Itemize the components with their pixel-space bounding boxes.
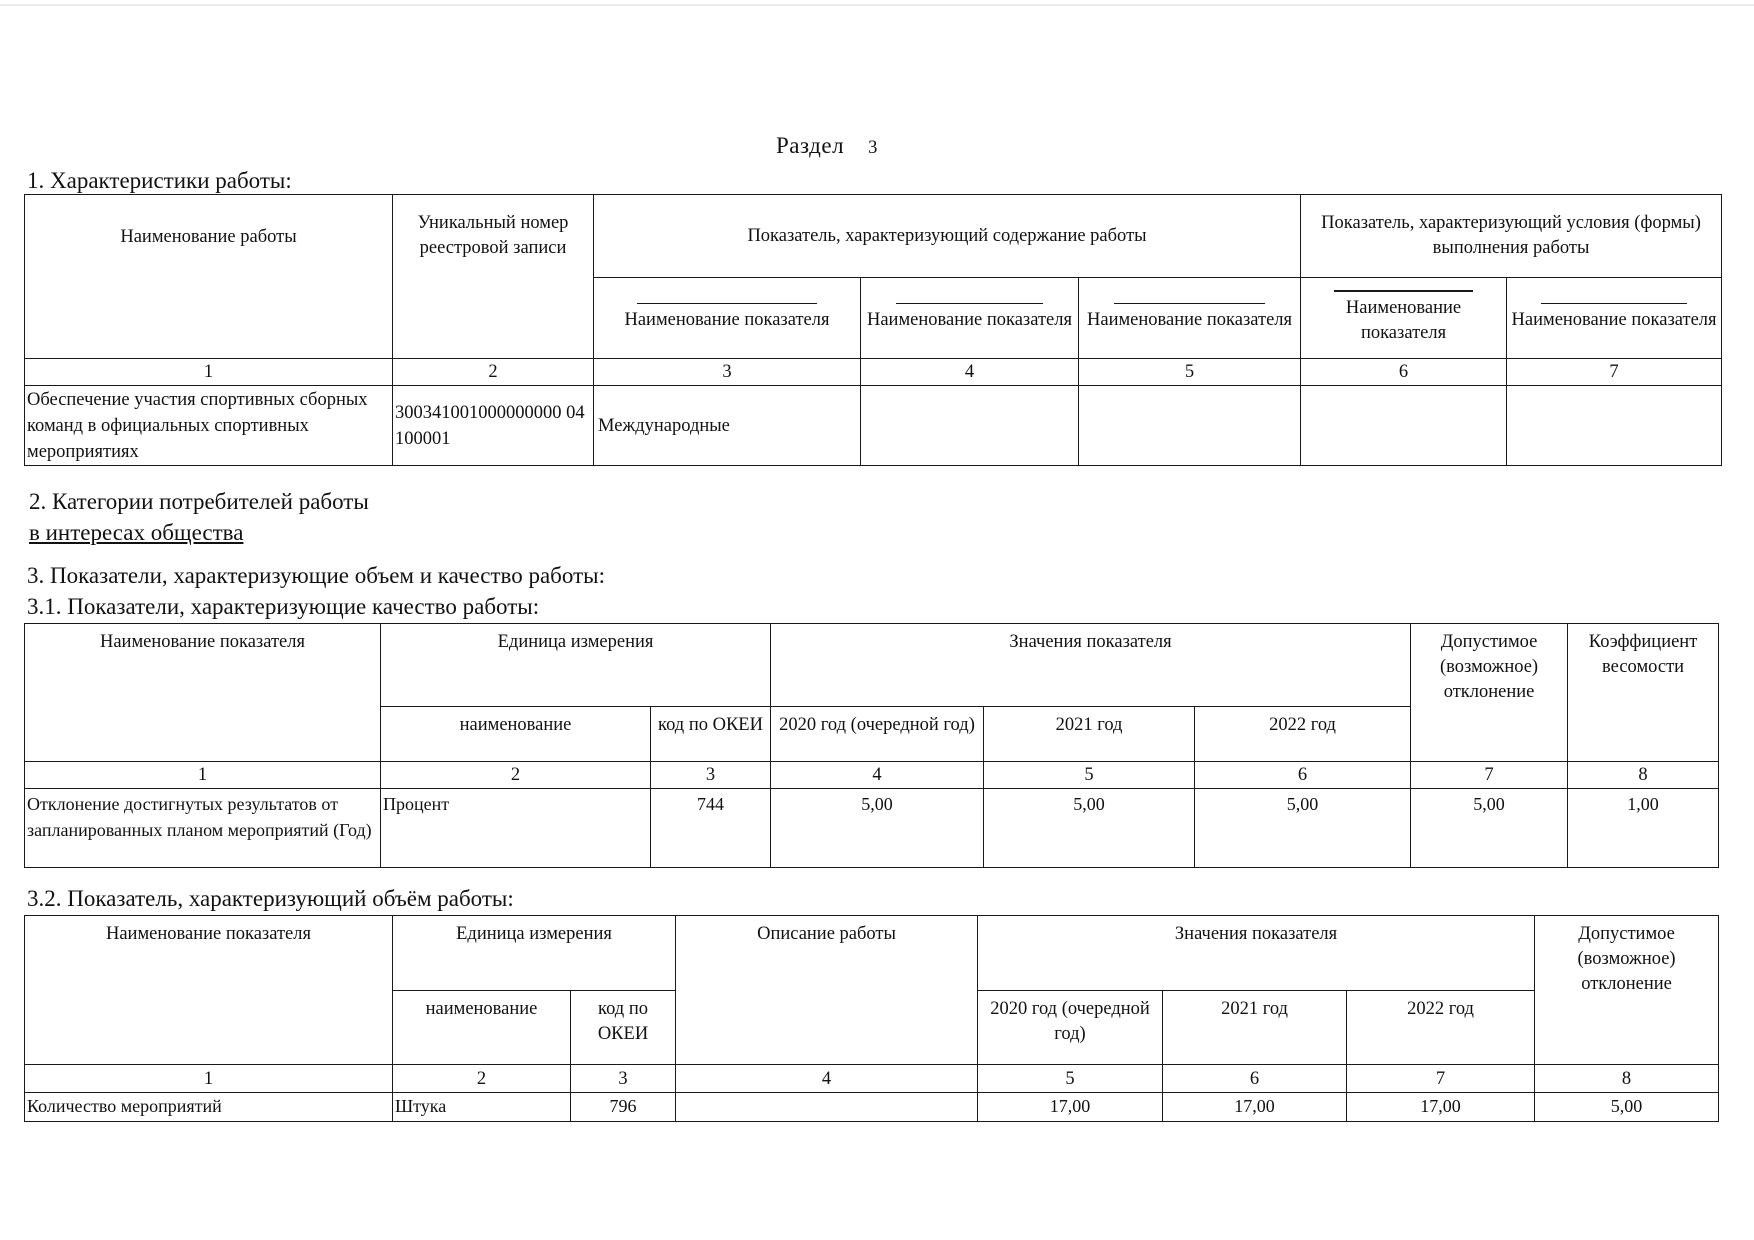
- column-number: 7: [1347, 1065, 1535, 1093]
- column-number: 5: [1079, 359, 1301, 386]
- indicator-blank-line: [1541, 303, 1687, 304]
- column-number: 6: [1195, 762, 1411, 789]
- header-year-2020: 2020 год (очередной год): [978, 991, 1163, 1065]
- column-number: 5: [984, 762, 1195, 789]
- header-year-2020: 2020 год (очередной год): [771, 707, 984, 762]
- column-number: 2: [381, 762, 651, 789]
- value-2020-cell: 17,00: [978, 1093, 1163, 1122]
- okei-code-cell: 796: [571, 1093, 676, 1122]
- column-number: 1: [25, 1065, 393, 1093]
- indicator-blank-line: [1114, 303, 1264, 304]
- column-number: 2: [393, 1065, 571, 1093]
- value-2021-cell: 5,00: [984, 789, 1195, 868]
- section-number: 3: [868, 137, 878, 158]
- volume-indicator-table: [24, 915, 1719, 1122]
- column-number: 6: [1301, 359, 1507, 386]
- work-description-cell: [676, 1093, 978, 1122]
- indicator-name-label: Наименование показателя: [1511, 310, 1717, 331]
- column-number: 7: [1507, 359, 1722, 386]
- table-row: [25, 1093, 1719, 1122]
- column-number: 6: [1163, 1065, 1347, 1093]
- header-unit-name: наименование: [393, 991, 571, 1065]
- indicator-name-label: Наименование показателя: [1087, 310, 1293, 331]
- value-2022-cell: 5,00: [1195, 789, 1411, 868]
- header-work-description: Описание работы: [676, 916, 978, 1065]
- value-2021-cell: 17,00: [1163, 1093, 1347, 1122]
- content-indicator-cell: [1079, 386, 1301, 466]
- indicator-name-label: Наименование показателя: [866, 310, 1073, 331]
- header-indicator-name-4: [861, 278, 1079, 359]
- okei-code-cell: 744: [651, 789, 771, 868]
- header-registry-number: Уникальный номер реестровой записи: [393, 195, 594, 359]
- consumer-categories-value: в интересах общества: [29, 520, 244, 545]
- header-conditions-indicator: Показатель, характеризующий условия (формы) выполнения работы: [1301, 195, 1722, 278]
- header-unit-name: наименование: [381, 707, 651, 762]
- indicator-name-cell: Отклонение достигнутых результатов от запланированных планом мероприятий (Год): [25, 789, 381, 868]
- indicator-blank-line: [896, 303, 1044, 304]
- column-number: 5: [978, 1065, 1163, 1093]
- indicator-name-label: Наименование показателя: [624, 310, 830, 331]
- deviation-cell: 5,00: [1411, 789, 1568, 868]
- header-indicator-name-7: [1507, 278, 1722, 359]
- column-number: 8: [1535, 1065, 1719, 1093]
- header-unit: Единица измерения: [393, 916, 676, 991]
- header-indicator-name: Наименование показателя: [25, 624, 381, 762]
- indicator-blank-line: [637, 303, 818, 304]
- unit-name-cell: Штука: [393, 1093, 571, 1122]
- header-year-2022: 2022 год: [1347, 991, 1535, 1065]
- volume-indicator-title: 3.2. Показатель, характеризующий объём работы:: [27, 886, 514, 911]
- indicator-name-label: Наименование показателя: [1345, 297, 1462, 343]
- column-number-row: [25, 359, 1722, 386]
- column-number-row: [25, 762, 1719, 789]
- work-name-cell: Обеспечение участия спортивных сборных команд в официальных спортивных мероприятиях: [25, 386, 393, 466]
- weight-cell: 1,00: [1568, 789, 1719, 868]
- header-indicator-name-5: [1079, 278, 1301, 359]
- unit-name-cell: Процент: [381, 789, 651, 868]
- characteristics-table: [24, 194, 1722, 466]
- column-number: 4: [676, 1065, 978, 1093]
- condition-indicator-cell: [1301, 386, 1507, 466]
- header-unit: Единица измерения: [381, 624, 771, 707]
- column-number: 1: [25, 762, 381, 789]
- registry-number-cell: 300341001000000000 04100001: [393, 386, 594, 466]
- indicator-name-cell: Количество мероприятий: [25, 1093, 393, 1122]
- volume-quality-title: 3. Показатели, характеризующие объем и качество работы:: [27, 563, 605, 588]
- column-number: 3: [571, 1065, 676, 1093]
- header-weight-coefficient: Коэффициент весомости: [1568, 624, 1719, 762]
- page-top-edge: [0, 4, 1754, 6]
- column-number: 2: [393, 359, 594, 386]
- column-number: 7: [1411, 762, 1568, 789]
- quality-indicators-title: 3.1. Показатели, характеризующие качество работы:: [27, 594, 540, 619]
- header-indicator-name: Наименование показателя: [25, 916, 393, 1065]
- header-year-2021: 2021 год: [1163, 991, 1347, 1065]
- header-work-name: Наименование работы: [25, 195, 393, 359]
- column-number: 4: [771, 762, 984, 789]
- value-2020-cell: 5,00: [771, 789, 984, 868]
- header-indicator-name-3: [594, 278, 861, 359]
- column-number: 8: [1568, 762, 1719, 789]
- quality-indicators-table: [24, 623, 1719, 868]
- column-number: 3: [594, 359, 861, 386]
- section-label: Раздел: [776, 133, 845, 158]
- column-number: 3: [651, 762, 771, 789]
- indicator-blank-line: [1334, 290, 1473, 291]
- header-allowed-deviation: Допустимое (возможное) отклонение: [1411, 624, 1568, 762]
- column-number: 1: [25, 359, 393, 386]
- section-heading: [776, 133, 878, 159]
- header-indicator-name-6: [1301, 278, 1507, 359]
- column-number: 4: [861, 359, 1079, 386]
- consumer-categories-title: 2. Категории потребителей работы: [29, 489, 369, 514]
- column-number-row: [25, 1065, 1719, 1093]
- content-indicator-cell: Международные: [594, 386, 861, 466]
- content-indicator-cell: [861, 386, 1079, 466]
- header-year-2021: 2021 год: [984, 707, 1195, 762]
- table-row: [25, 386, 1722, 466]
- header-year-2022: 2022 год: [1195, 707, 1411, 762]
- header-values: Значения показателя: [771, 624, 1411, 707]
- characteristics-title: 1. Характеристики работы:: [27, 168, 292, 193]
- header-okei-code: код по ОКЕИ: [651, 707, 771, 762]
- condition-indicator-cell: [1507, 386, 1722, 466]
- header-okei-code: код по ОКЕИ: [571, 991, 676, 1065]
- header-content-indicator: Показатель, характеризующий содержание работы: [594, 195, 1301, 278]
- table-row: [25, 789, 1719, 868]
- value-2022-cell: 17,00: [1347, 1093, 1535, 1122]
- header-allowed-deviation: Допустимое (возможное) отклонение: [1535, 916, 1719, 1065]
- deviation-cell: 5,00: [1535, 1093, 1719, 1122]
- header-values: Значения показателя: [978, 916, 1535, 991]
